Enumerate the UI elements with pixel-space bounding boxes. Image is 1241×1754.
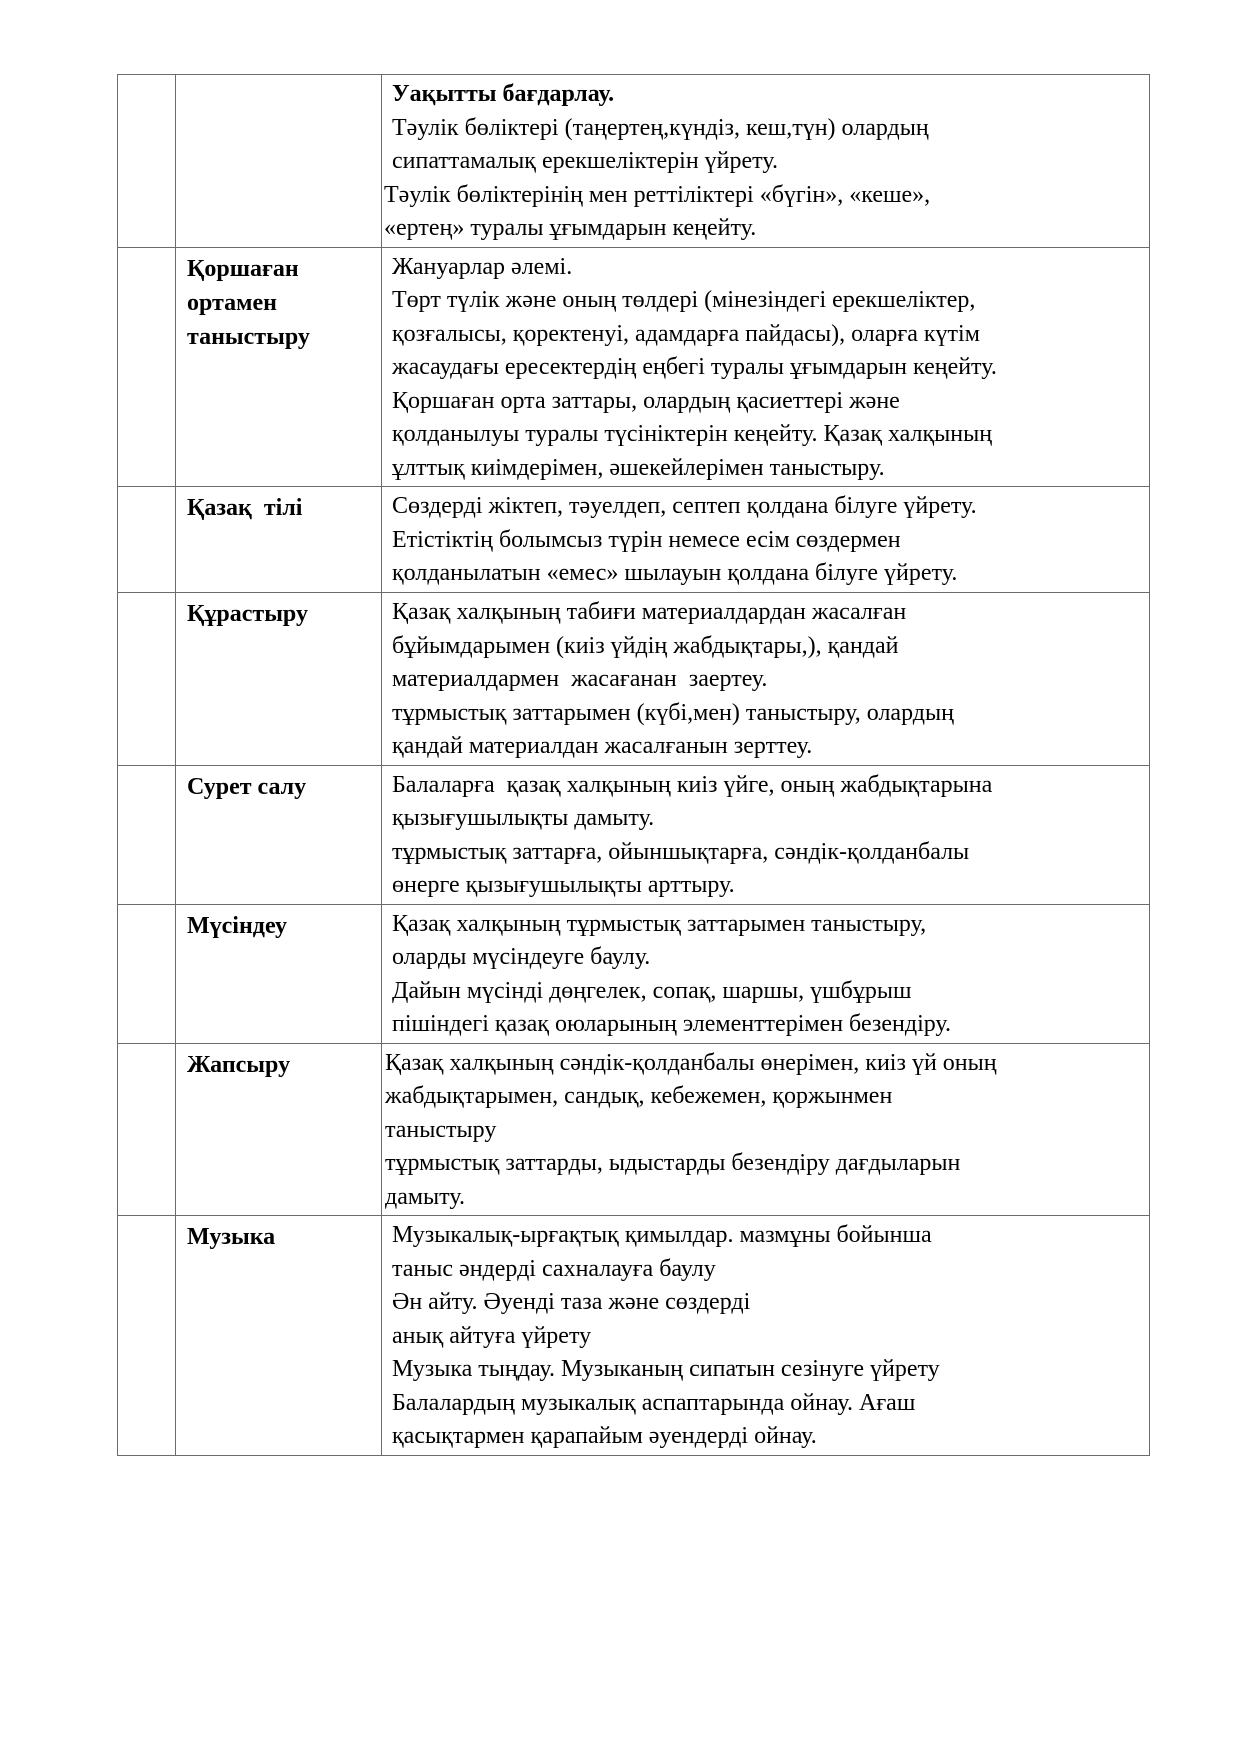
content-line: Дайын мүсінді дөңгелек, сопақ, шаршы, үшбұрыш: [392, 977, 912, 1004]
number-cell: [118, 765, 176, 904]
content-line: сипаттамалық ерекшеліктерін үйрету.: [392, 148, 778, 174]
content-line: Тәулік бөліктері (таңертең,күндіз, кеш,түн) олардың: [392, 114, 929, 141]
content-line: тұрмыстық заттарымен (күбі,мен) таныстыру, олардың: [392, 699, 954, 726]
content-line: қозғалысы, қоректенуі, адамдарға пайдасы), оларға күтім: [392, 320, 980, 347]
content-line: жасаудағы ересектердің еңбегі туралы ұғымдарын кеңейту.: [392, 354, 997, 380]
content-cell: [382, 1043, 1150, 1216]
number-cell: [118, 247, 176, 487]
content-line: қолданылуы туралы түсініктерін кеңейту. Қазақ халқының: [392, 421, 993, 447]
content-cell: [382, 75, 1150, 248]
content-line: тұрмыстық заттарды, ыдыстарды безендіру дағдыларын: [385, 1150, 961, 1176]
content-line: Музыкалық-ырғақтық қимылдар. мазмұны бойынша: [392, 1222, 932, 1248]
number-cell: [118, 487, 176, 593]
subject-title: Жапсыру: [187, 1051, 291, 1078]
content-line: Қазақ халқының сәндік-қолданбалы өнерімен, киіз үй оның: [385, 1049, 997, 1076]
content-cell: [382, 765, 1150, 904]
subject-cell: [176, 904, 382, 1043]
content-line: таныс әндерді сахналауға баулу: [392, 1255, 716, 1282]
subject-cell: [176, 247, 382, 487]
curriculum-table: [117, 74, 1150, 1456]
content-line: қандай материалдан жасалғанын зерттеу.: [392, 733, 813, 759]
subject-cell: [176, 75, 382, 248]
subject-title: таныстыру: [187, 323, 310, 350]
subject-title: Қоршаған: [187, 255, 299, 282]
content-line: Қоршаған орта заттары, олардың қасиеттері және: [392, 387, 900, 414]
content-line: қызығушылықты дамыту.: [392, 805, 655, 831]
content-line: таныстыру: [385, 1116, 497, 1143]
table-row: [118, 1216, 1150, 1456]
content-line: Етістіктің болымсыз түрін немесе есім сөздермен: [392, 526, 901, 553]
number-cell: [118, 1043, 176, 1216]
content-line: тұрмыстық заттарға, ойыншықтарға, сәндік-қолданбалы: [392, 838, 970, 865]
table-row: [118, 904, 1150, 1043]
subject-title: Сурет салу: [187, 773, 307, 800]
content-cell: [382, 1216, 1150, 1456]
content-line: материалдармен жасағанан заертеу.: [392, 666, 768, 692]
table-row: [118, 593, 1150, 766]
subject-cell: [176, 593, 382, 766]
content-cell: [382, 247, 1150, 487]
number-cell: [118, 593, 176, 766]
subject-title: ортамен: [187, 289, 277, 316]
content-line: Қазақ халқының табиғи материалдардан жасалған: [392, 599, 907, 625]
content-line: Музыка тыңдау. Музыканың сипатын сезінуге үйрету: [392, 1356, 940, 1382]
table-row: [118, 75, 1150, 248]
content-line: Төрт түлік және оның төлдері (мінезіндегі ерекшеліктер,: [392, 287, 976, 313]
table-row: [118, 765, 1150, 904]
content-line: Уақытты бағдарлау.: [392, 81, 615, 107]
subject-title: Мүсіндеу: [187, 912, 287, 939]
content-line: жабдықтарымен, сандық, кебежемен, қоржынмен: [385, 1083, 893, 1109]
content-line: «ертең» туралы ұғымдарын кеңейту.: [384, 215, 757, 241]
content-line: Ән айту. Әуенді таза және сөздерді: [392, 1289, 751, 1315]
subject-title: Құрастыру: [187, 601, 308, 627]
content-line: қасықтармен қарапайым әуендерді ойнау.: [392, 1423, 817, 1449]
content-line: Балаларға қазақ халқының киіз үйге, оның жабдықтарына: [392, 771, 993, 798]
subject-title: Музыка: [187, 1224, 276, 1250]
table-row: [118, 1043, 1150, 1216]
table-row: [118, 487, 1150, 593]
content-cell: [382, 904, 1150, 1043]
number-cell: [118, 75, 176, 248]
content-line: Жануарлар әлемі.: [392, 253, 573, 280]
content-line: оларды мүсіндеуге баулу.: [392, 944, 651, 970]
content-line: Сөздерді жіктеп, тәуелдеп, септеп қолдана білуге үйрету.: [392, 493, 977, 519]
subject-title: Қазақ тілі: [187, 495, 303, 521]
subject-cell: [176, 765, 382, 904]
subject-cell: [176, 487, 382, 593]
content-line: бұйымдарымен (киіз үйдің жабдықтары,), қандай: [392, 632, 899, 659]
content-cell: [382, 593, 1150, 766]
content-line: өнерге қызығушылықты арттыру.: [392, 872, 735, 898]
number-cell: [118, 904, 176, 1043]
number-cell: [118, 1216, 176, 1456]
content-line: Қазақ халқының тұрмыстық заттарымен таныстыру,: [392, 910, 927, 937]
content-line: Балалардың музыкалық аспаптарында ойнау. Ағаш: [392, 1389, 916, 1416]
content-line: Тәулік бөліктерінің мен реттіліктері «бүгін», «кеше»,: [384, 181, 931, 208]
subject-cell: [176, 1216, 382, 1456]
subject-cell: [176, 1043, 382, 1216]
content-line: дамыту.: [385, 1183, 465, 1210]
table-row: [118, 247, 1150, 487]
content-cell: [382, 487, 1150, 593]
content-line: пішіндегі қазақ оюларының элементтерімен безендіру.: [392, 1011, 952, 1037]
content-line: анық айтуға үйрету: [392, 1322, 592, 1349]
content-line: қолданылатын «емес» шылауын қолдана білуге үйрету.: [392, 560, 958, 586]
content-line: ұлттық киімдерімен, әшекейлерімен таныстыру.: [392, 454, 885, 481]
